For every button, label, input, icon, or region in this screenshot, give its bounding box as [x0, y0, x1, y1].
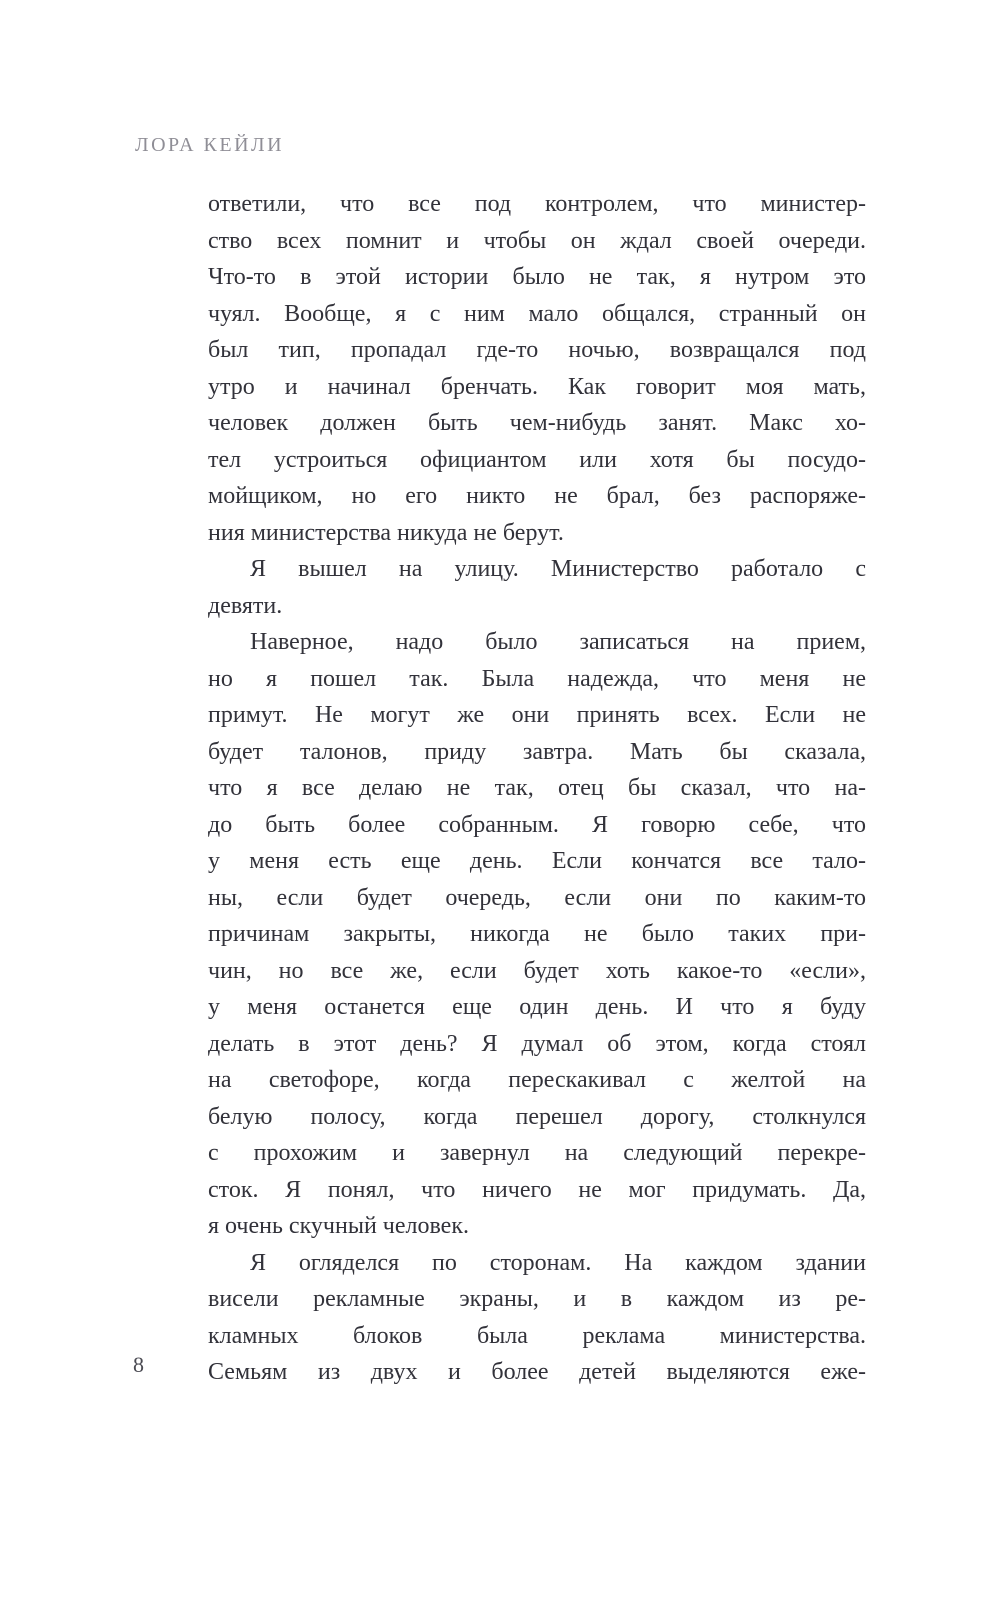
- text-line: Я вышел на улицу. Министерство работало с: [250, 556, 866, 582]
- text-line: девяти.: [208, 592, 283, 619]
- text-line: Что-то в этой истории было не так, я нутром это: [208, 264, 866, 290]
- text-line: будет талонов, приду завтра. Мать бы сказала,: [208, 738, 866, 765]
- text-block: [208, 186, 866, 1391]
- text-line: человек должен быть чем-нибудь занят. Макс хо-: [208, 410, 866, 436]
- text-line: белую полосу, когда перешел дорогу, столкнулся: [208, 1103, 866, 1130]
- text-line: Я огляделся по сторонам. На каждом здании: [250, 1249, 866, 1276]
- text-line: у меня есть еще день. Если кончатся все тало-: [208, 848, 866, 874]
- text-line: был тип, пропадал где-то ночью, возвращался под: [208, 337, 866, 363]
- text-line: на светофоре, когда перескакивал с желтой на: [208, 1067, 866, 1093]
- text-line: висели рекламные экраны, и в каждом из ре-: [208, 1286, 866, 1312]
- text-line: ния министерства никуда не берут.: [208, 519, 564, 546]
- page-number: 8: [133, 1352, 144, 1377]
- text-line: ны, если будет очередь, если они по каким-то: [208, 884, 866, 911]
- text-line: кламных блоков была реклама министерства.: [208, 1322, 866, 1349]
- text-line: Семьям из двух и более детей выделяются еже-: [208, 1359, 866, 1385]
- text-line: до быть более собранным. Я говорю себе, что: [208, 811, 866, 838]
- text-line: с прохожим и завернул на следующий перекре-: [208, 1140, 866, 1166]
- text-line: сток. Я понял, что ничего не мог придумать. Да,: [208, 1176, 866, 1203]
- text-line: ство всех помнит и чтобы он ждал своей очереди.: [208, 227, 866, 254]
- text-line: причинам закрыты, никогда не было таких при-: [208, 921, 866, 947]
- text-line: тел устроиться официантом или хотя бы посудо-: [208, 446, 866, 473]
- text-line: мойщиком, но его никто не брал, без распоряже-: [208, 483, 866, 509]
- text-line: я очень скучный человек.: [208, 1213, 469, 1239]
- text-line: примут. Не могут же они принять всех. Если не: [208, 702, 866, 728]
- running-header-author: ЛОРА КЕЙЛИ: [135, 134, 285, 156]
- text-line: Наверное, надо было записаться на прием,: [250, 629, 866, 655]
- text-line: чуял. Вообще, я с ним мало общался, странный он: [208, 300, 866, 327]
- text-line: ответили, что все под контролем, что министер-: [208, 191, 866, 217]
- text-line: делать в этот день? Я думал об этом, когда стоял: [208, 1030, 866, 1057]
- text-line: что я все делаю не так, отец бы сказал, что на-: [208, 775, 866, 801]
- text-line: утро и начинал бренчать. Как говорит моя мать,: [208, 373, 866, 400]
- text-line: но я пошел так. Была надежда, что меня не: [208, 665, 866, 692]
- text-line: у меня останется еще один день. И что я буду: [208, 994, 866, 1020]
- text-line: чин, но все же, если будет хоть какое-то «если»,: [208, 957, 866, 984]
